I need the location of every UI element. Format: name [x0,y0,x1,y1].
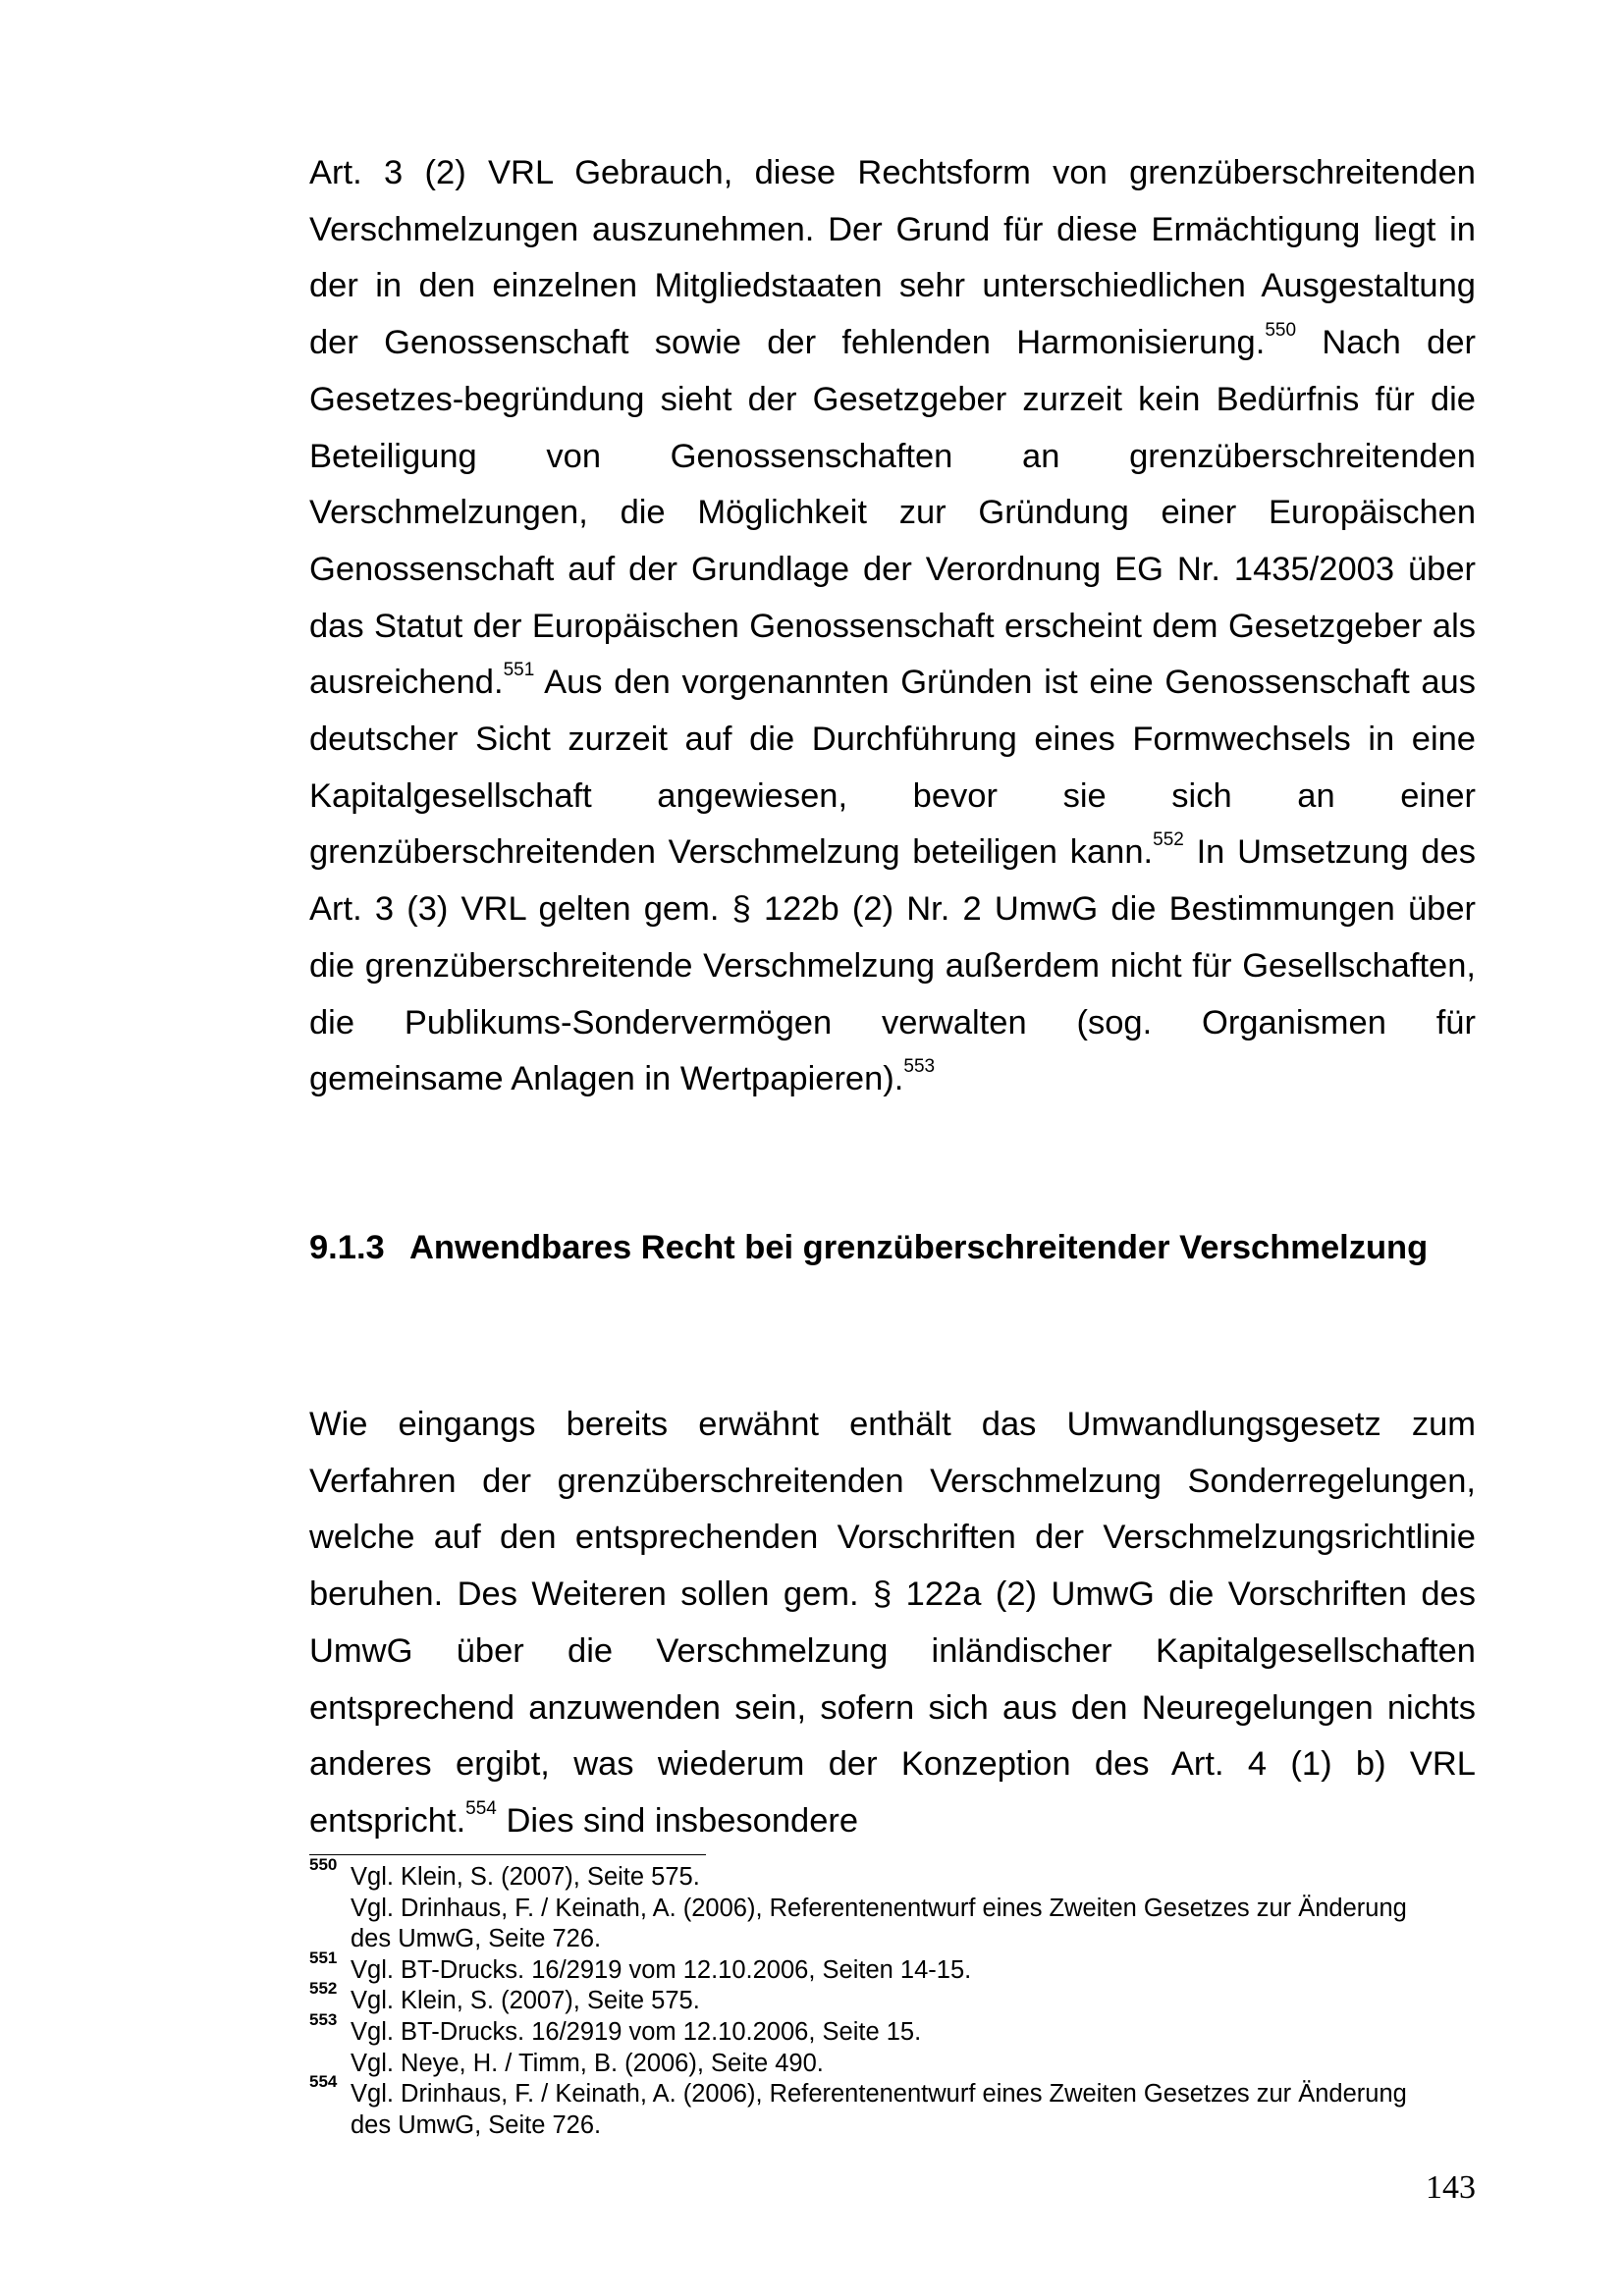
footnote-reference[interactable]: 552 [1153,829,1184,851]
section-heading [309,1229,1428,1267]
paragraph-text: In Umsetzung des Art. 3 (3) VRL gelten gem. § 122b (2) Nr. 2 UmwG die Bestimmungen über die grenzüberschreitende Verschmelzung außerdem nicht für Gesellschaften, die Publikums-Sondervermögen verwalten (sog. Organismen für gemeinsame Anlagen in Wertpapieren). [309,833,1476,1098]
footnote-reference[interactable]: 551 [503,660,535,681]
footnote [309,1855,1429,1955]
footnote-number: 553 [309,2009,338,2029]
footnote [309,2009,1429,2079]
paragraph-text: Aus den vorgenannten Gründen ist eine Genossenschaft aus deutscher Sicht zurzeit auf die Durchführung eines Formwechsels in eine Kapitalgesellschaft angewiesen, bevor sie sich an einer grenzüberschreitenden Verschmelzung beteiligen kann. [309,664,1476,872]
footnote-reference[interactable]: 554 [465,1797,497,1819]
footnote-text: Vgl. BT-Drucks. 16/2919 vom 12.10.2006, Seite 15. [351,2017,922,2046]
paragraph-text: Art. 3 (2) VRL Gebrauch, diese Rechtsform von grenzüberschreitenden Verschmelzungen auszunehmen. Der Grund für diese Ermächtigung liegt in der in den einzelnen Mitgliedstaaten sehr unterschiedlichen Ausgestaltung der Genossenschaft sowie der fehlenden Harmonisierung. [309,154,1476,362]
footnote [309,2072,1429,2141]
footnote-text: Vgl. Neye, H. / Timm, B. (2006), Seite 490. [351,2049,824,2077]
paragraph-text: Wie eingangs bereits erwähnt enthält das Umwandlungsgesetz zum Verfahren der grenzüberschreitenden Verschmelzung Sonderregelungen, welche auf den entsprechenden Vorschriften der Verschmelzungsrichtlinie beruhen. Des Weiteren sollen gem. § 122a (2) UmwG die Vorschriften des UmwG über die Verschmelzung inländischer Kapitalgesellschaften entsprechend anzuwenden sein, sofern sich aus den Neuregelungen nichts anderes ergibt, was wiederum der Konzeption des Art. 4 (1) b) VRL entspricht. [309,1406,1476,1840]
footnote-text: Vgl. BT-Drucks. 16/2919 vom 12.10.2006, Seiten 14-15. [351,1955,972,1984]
footnote-number: 552 [309,1979,338,1999]
footnote-text: Vgl. Klein, S. (2007), Seite 575. [351,1987,700,2015]
body-paragraph-1 [309,145,1476,1108]
footnote-reference[interactable]: 553 [903,1056,936,1078]
footnote-reference[interactable]: 550 [1265,320,1297,342]
footnote-text: Vgl. Drinhaus, F. / Keinath, A. (2006), Referentenentwurf eines Zweiten Gesetzes zur Änderung des UmwG, Seite 726. [351,1894,1407,1953]
body-paragraph-2 [309,1397,1476,1850]
footnotes [309,1855,1429,2141]
footnote [309,1948,1429,1987]
footnote-separator [309,1854,706,1855]
section-number: 9.1.3 [309,1229,385,1266]
footnote [309,1979,1429,2017]
paragraph-text: Dies sind insbesondere [496,1801,859,1840]
section-title: Anwendbares Recht bei grenzüberschreitender Verschmelzung [409,1229,1429,1266]
paragraph-text: Nach der Gesetzes-begründung sieht der Gesetzgeber zurzeit kein Bedürfnis für die Beteiligung von Genossenschaften an grenzüberschreitenden Verschmelzungen, die Möglichkeit zur Gründung einer Europäischen Genossenschaft auf der Grundlage der Verordnung EG Nr. 1435/2003 über das Statut der Europäischen Genossenschaft erscheint dem Gesetzgeber als ausreichend. [309,324,1476,702]
footnote-number: 550 [309,1855,338,1874]
footnote-text: Vgl. Drinhaus, F. / Keinath, A. (2006), Referentenentwurf eines Zweiten Gesetzes zur Änderung des UmwG, Seite 726. [351,2080,1407,2139]
footnote-text: Vgl. Klein, S. (2007), Seite 575. [351,1863,700,1891]
footnote-number: 551 [309,1948,338,1967]
page-number: 143 [1426,2169,1476,2206]
footnote-number: 554 [309,2072,338,2092]
